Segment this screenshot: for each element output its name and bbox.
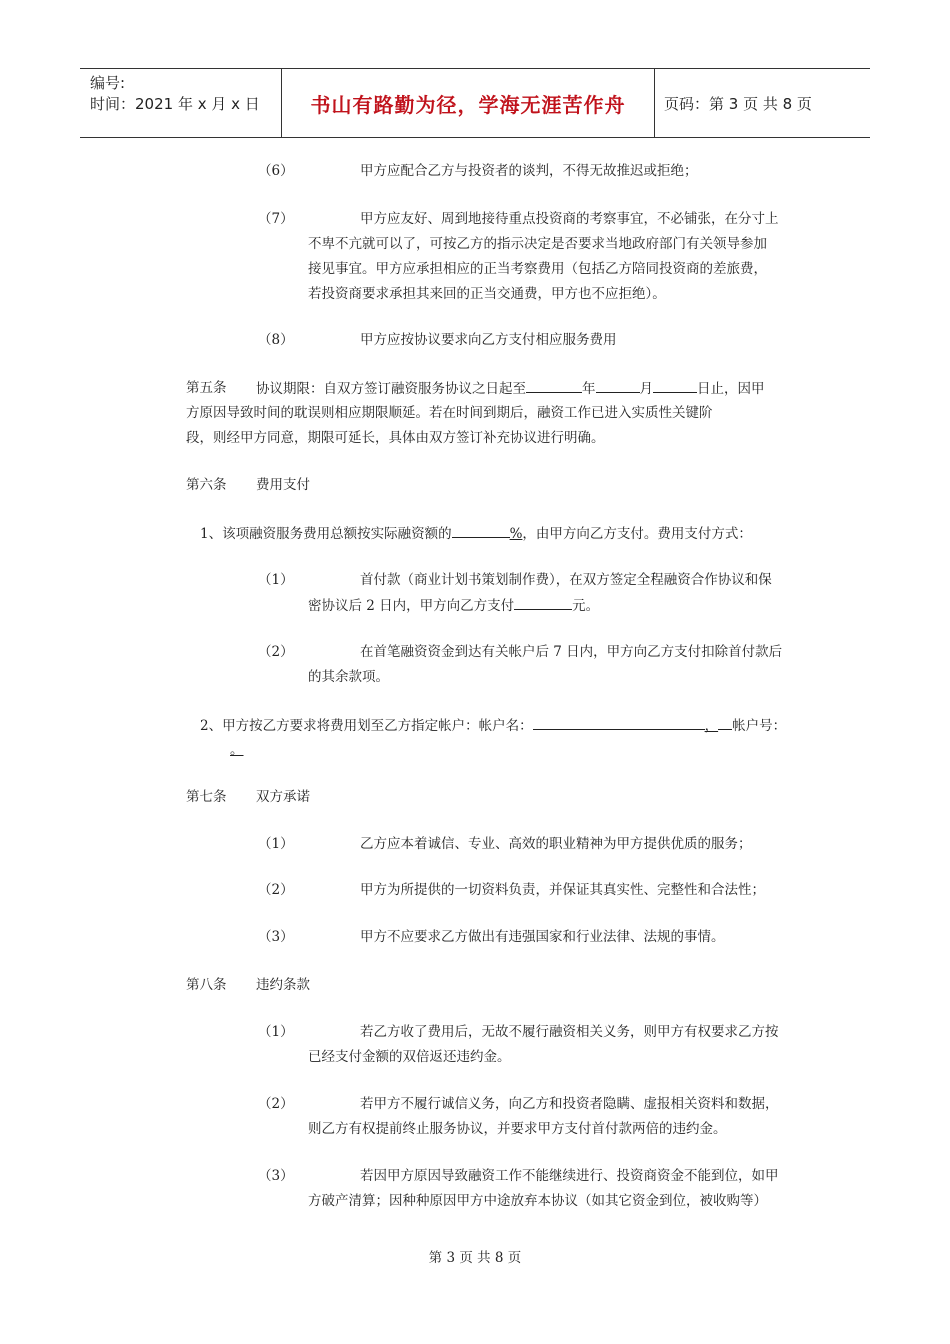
paragraph-line: 则乙方有权提前终止服务协议，并要求甲方支付首付款两倍的违约金。 xyxy=(308,1121,727,1137)
blank-gap xyxy=(718,715,732,730)
header-page-info: 页码：第 3 页 共 8 页 xyxy=(664,94,812,113)
text-run: 密协议后 2 日内，甲方向乙方支付 xyxy=(308,598,515,614)
item-number: （6） xyxy=(258,163,294,179)
blank-year xyxy=(526,378,582,393)
item-number: （1） xyxy=(258,1024,294,1040)
article-heading: 费用支付 xyxy=(256,477,310,493)
item-number: （1） xyxy=(258,836,294,852)
article-title: 第五条 xyxy=(186,380,227,396)
text-run: 2、甲方按乙方要求将费用划至乙方指定帐户：帐户名： xyxy=(200,718,533,734)
paragraph-line: 方原因导致时间的耽误则相应期限顺延。若在时间到期后，融资工作已进入实质性关键阶 xyxy=(186,405,713,421)
paragraph-line: 若投资商要求承担其来回的正当交通费，甲方也不应拒绝）。 xyxy=(308,286,666,302)
paragraph-line: 甲方应配合乙方与投资者的谈判，不得无故推迟或拒绝； xyxy=(360,163,698,179)
article-title: 第七条 xyxy=(186,789,227,805)
article-heading: 违约条款 xyxy=(256,977,310,993)
text-run: 日止，因甲 xyxy=(697,381,765,397)
document-code-label: 编号: xyxy=(90,74,126,92)
text-run: 元。 xyxy=(572,598,600,614)
document-date: 时间：2021 年 x 月 x 日 xyxy=(90,95,260,113)
paragraph-line: 段，则经甲方同意，期限可延长，具体由双方签订补充协议进行明确。 xyxy=(186,430,605,446)
blank-month xyxy=(596,378,640,393)
text-run: 1、该项融资服务费用总额按实际融资额的 xyxy=(200,526,452,542)
item-number: （3） xyxy=(258,1168,294,1184)
text-run: 月 xyxy=(639,381,653,397)
paragraph-line: 方破产清算；因种种原因甲方中途放弃本协议（如其它资金到位，被收购等） xyxy=(308,1193,767,1209)
blank-percent xyxy=(452,523,510,538)
paragraph-line: 甲方为所提供的一切资料负责，并保证其真实性、完整性和合法性； xyxy=(360,882,765,898)
paragraph-line: 的其余款项。 xyxy=(308,669,389,685)
article-title: 第八条 xyxy=(186,977,227,993)
text-run: 年 xyxy=(582,381,596,397)
text-run: % xyxy=(509,526,523,542)
blank-amount xyxy=(514,595,572,610)
paragraph-line: 首付款（商业计划书策划制作费），在双方签定全程融资合作协议和保 xyxy=(360,572,772,588)
item-number: （8） xyxy=(258,332,294,348)
blank-day xyxy=(653,378,697,393)
paragraph-line: 若因甲方原因导致融资工作不能继续进行、投资商资金不能到位，如甲 xyxy=(360,1168,779,1184)
text-run: 帐户号： xyxy=(732,718,787,734)
item-number: （2） xyxy=(258,644,294,660)
blank-account-number: 。 xyxy=(230,742,244,758)
paragraph-line xyxy=(200,523,752,544)
paragraph-line: 甲方应友好、周到地接待重点投资商的考察事宜，不必铺张，在分寸上 xyxy=(360,211,779,227)
paragraph-line: 若甲方不履行诚信义务，向乙方和投资者隐瞒、虚报相关资料和数据， xyxy=(360,1096,779,1112)
paragraph-line: 接见事宜。甲方应承担相应的正当考察费用（包括乙方陪同投资商的差旅费， xyxy=(308,261,767,277)
article-title: 第六条 xyxy=(186,477,227,493)
header-motto: 书山有路勤为径，学海无涯苦作舟 xyxy=(282,69,655,137)
text-run: 协议期限：自双方签订融资服务协议之日起至 xyxy=(256,381,526,397)
page-header xyxy=(80,68,870,138)
article-heading: 双方承诺 xyxy=(256,789,310,805)
item-number: （7） xyxy=(258,211,294,227)
blank-account-name xyxy=(533,715,705,730)
text-run: ，由甲方向乙方支付。费用支付方式： xyxy=(522,526,752,542)
paragraph-line: 乙方应本着诚信、专业、高效的职业精神为甲方提供优质的服务； xyxy=(360,836,752,852)
page-footer: 第 3 页 共 8 页 xyxy=(428,1250,522,1266)
text-run: ， xyxy=(704,718,719,734)
paragraph-line xyxy=(256,378,765,399)
paragraph-line xyxy=(308,595,599,616)
item-number: （1） xyxy=(258,572,294,588)
item-number: （2） xyxy=(258,1096,294,1112)
header-meta xyxy=(80,69,282,137)
item-number: （2） xyxy=(258,882,294,898)
paragraph-line: 甲方应按协议要求向乙方支付相应服务费用 xyxy=(360,332,617,348)
paragraph-line: 若乙方收了费用后，无故不履行融资相关义务，则甲方有权要求乙方按 xyxy=(360,1024,779,1040)
item-number: （3） xyxy=(258,929,294,945)
paragraph-line: 甲方不应要求乙方做出有违强国家和行业法律、法规的事情。 xyxy=(360,929,725,945)
paragraph-line: 不卑不亢就可以了，可按乙方的指示决定是否要求当地政府部门有关领导参加 xyxy=(308,236,767,252)
paragraph-line: 已经支付金额的双倍返还违约金。 xyxy=(308,1049,511,1065)
paragraph-line xyxy=(200,715,786,736)
paragraph-line: 在首笔融资资金到达有关帐户后 7 日内，甲方向乙方支付扣除首付款后 xyxy=(360,644,783,660)
